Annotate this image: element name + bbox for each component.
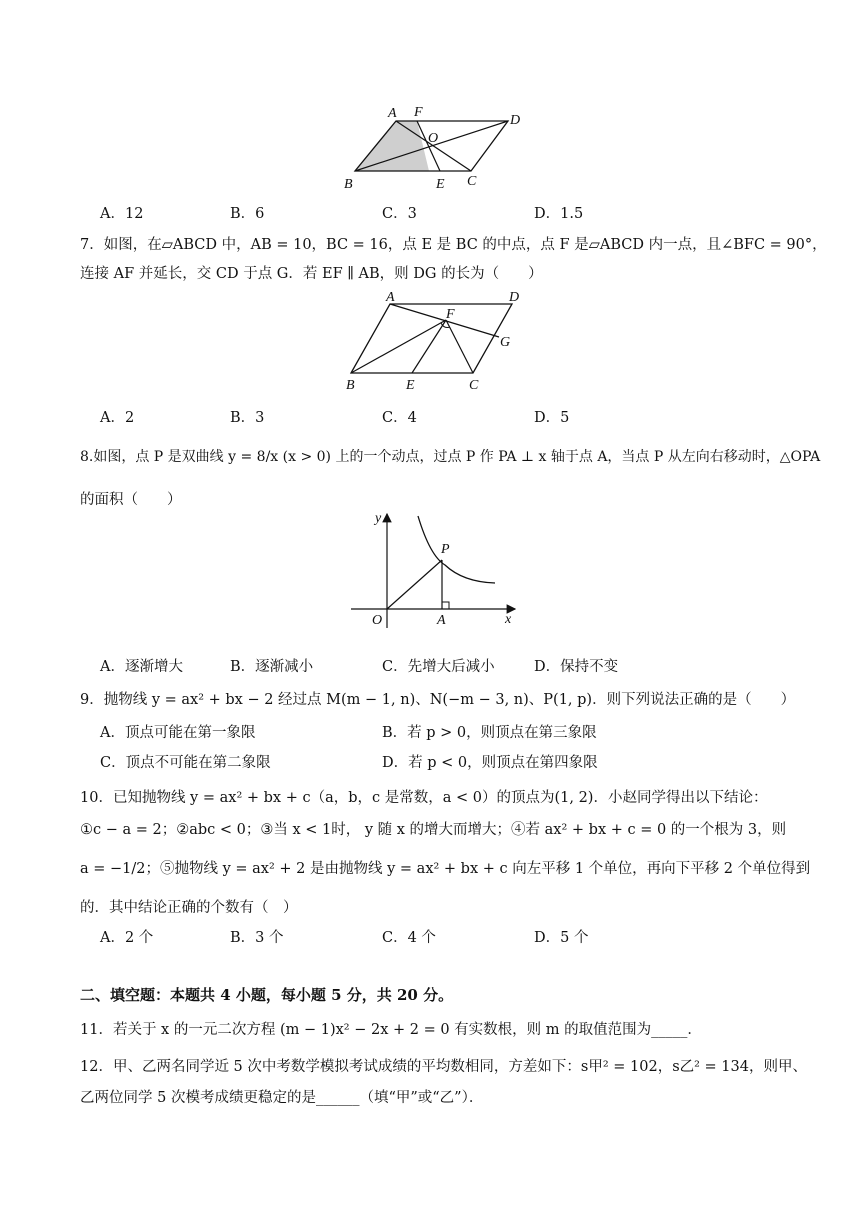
q10-option-b: B．3 个 [230, 930, 284, 946]
label-a: A [388, 106, 397, 121]
q9-option-a: A．顶点可能在第一象限 [100, 725, 256, 741]
q9-option-d: D．若 p < 0，则顶点在第四象限 [382, 755, 598, 771]
label-y: y [375, 511, 382, 526]
q10-option-a: A．2 个 [100, 930, 154, 946]
q10-stem-line4: 的．其中结论正确的个数有（ ） [80, 900, 298, 916]
q8-hyperbola-figure [345, 508, 525, 633]
q10-stem-line1: 10．已知抛物线 y = ax² + bx + c（a，b，c 是常数，a < 0）的顶点为(1, 2)．小赵同学得出以下结论： [80, 790, 768, 806]
label-e: E [406, 378, 415, 393]
shaded-region [355, 121, 429, 171]
q10-stem-line3: a = −1/2；⑤抛物线 y = ax² + 2 是由抛物线 y = ax² + bx + c 向左平移 1 个单位，再向下平移 2 个单位得到 [80, 861, 811, 877]
q10-stem-line2: ①c − a = 2；②abc < 0；③当 x < 1时， y 随 x 的增大而增大；④若 ax² + bx + c = 0 的一个根为 3，则 [80, 822, 787, 838]
label-o: O [428, 131, 439, 146]
q8-option-a: A．逐渐增大 [100, 659, 183, 675]
label-a: A [386, 290, 395, 305]
q6-option-b: B．6 [230, 206, 265, 222]
q8-option-b: B．逐渐减小 [230, 659, 314, 675]
label-f: F [446, 307, 455, 322]
q7-stem-line2: 连接 AF 并延长，交 CD 于点 G．若 EF ∥ AB，则 DG 的长为（ ） [80, 266, 543, 282]
label-b: B [346, 378, 355, 393]
q12-line2: 乙两位同学 5 次模考成绩更稳定的是______（填“甲”或“乙”）． [80, 1090, 484, 1106]
q6-option-d: D．1.5 [534, 206, 584, 222]
q9-option-b: B．若 p > 0，则顶点在第三象限 [382, 725, 597, 741]
q6-option-c: C．3 [382, 206, 417, 222]
q10-option-c: C．4 个 [382, 930, 436, 946]
hyperbola-curve [418, 516, 495, 583]
label-c: C [467, 174, 477, 189]
label-d: D [510, 113, 521, 128]
segment-op [387, 560, 442, 609]
parallelogram-abcd [351, 304, 512, 373]
q7-option-c: C．4 [382, 410, 417, 426]
label-b: B [344, 177, 353, 192]
q8-option-c: C．先增大后减小 [382, 659, 495, 675]
q6-parallelogram-figure [330, 100, 540, 195]
label-f: F [414, 105, 423, 120]
q11-text: 11．若关于 x 的一元二次方程 (m − 1)x² − 2x + 2 = 0 有实数根，则 m 的取值范围为_____． [80, 1022, 702, 1038]
q7-option-a: A．2 [100, 410, 135, 426]
q8-option-d: D．保持不变 [534, 659, 619, 675]
label-o: O [372, 613, 383, 628]
q8-stem-line2: 的面积（ ） [80, 492, 182, 508]
label-a: A [437, 613, 446, 628]
segment-ef [412, 320, 446, 373]
section-2-heading: 二、填空题：本题共 4 小题，每小题 5 分，共 20 分。 [80, 986, 454, 1004]
label-p: P [441, 542, 450, 557]
q10-option-d: D．5 个 [534, 930, 589, 946]
label-x: x [505, 612, 512, 627]
q9-option-c: C．顶点不可能在第二象限 [100, 755, 271, 771]
q7-parallelogram-figure [340, 288, 540, 393]
label-e: E [436, 177, 445, 192]
q7-option-d: D．5 [534, 410, 570, 426]
label-g: G [500, 335, 511, 350]
q7-stem-line1: 7．如图，在▱ABCD 中，AB = 10，BC = 16，点 E 是 BC 的中点，点 F 是▱ABCD 内一点，且∠BFC = 90°， [80, 237, 827, 253]
q8-stem-line1: 8.如图，点 P 是双曲线 y = 8/x (x > 0) 上的一个动点，过点 P 作 PA ⊥ x 轴于点 A，当点 P 从左向右移动时，△OPA [80, 449, 821, 465]
q6-option-a: A．12 [100, 206, 144, 222]
label-d: D [509, 290, 520, 305]
right-angle-mark [442, 602, 449, 609]
label-c: C [469, 378, 479, 393]
q12-line1: 12．甲、乙两名同学近 5 次中考数学模拟考试成绩的平均数相同，方差如下：s甲² = 102，s乙² = 134，则甲、 [80, 1059, 807, 1075]
q7-option-b: B．3 [230, 410, 265, 426]
q9-stem: 9．抛物线 y = ax² + bx − 2 经过点 M(m − 1, n)、N(−m − 3, n)、P(1, p)．则下列说法正确的是（ ） [80, 692, 796, 708]
